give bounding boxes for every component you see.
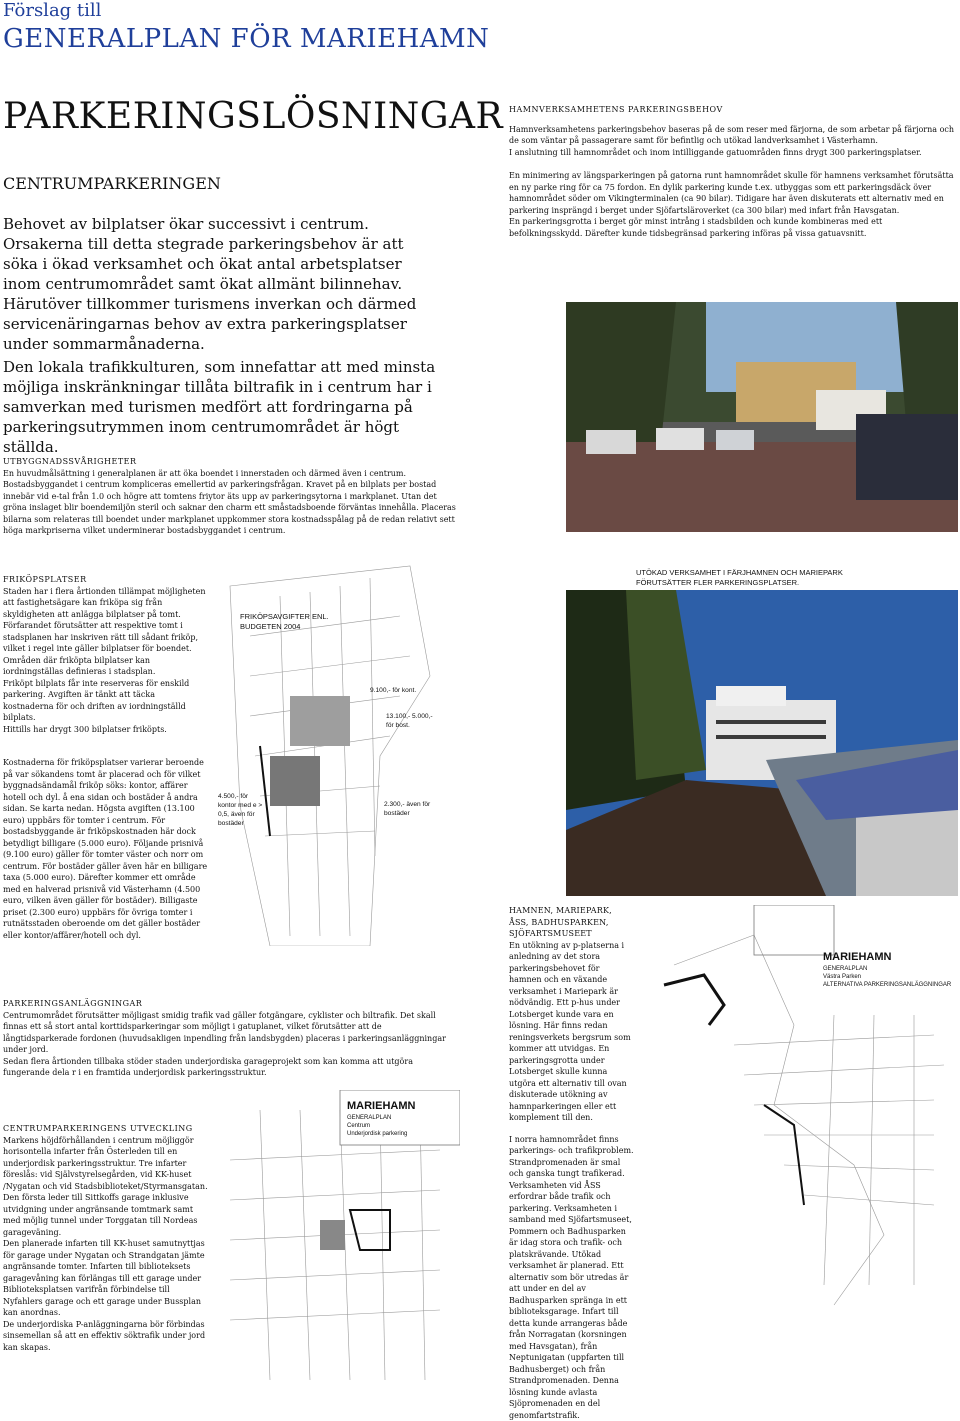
hamn-map-title: MARIEHAMN [823,951,891,963]
header-title: GENERALPLAN FÖR MARIEHAMN [3,24,489,54]
hamn-map-sub3: ALTERNATIVA PARKERINGSANLÄGGNINGAR [823,981,951,989]
utveckling-p3: De underjordiska P-anläggningarna bör förbindas sinsemellan så att en effektiv söktrafik under jord kan skapas. [3,1319,208,1354]
centrum-map-drawing [210,1090,460,1385]
frikop-p3: Hittills har drygt 300 bilplatser friköpts. [3,724,208,736]
hamn-heading: HAMNVERKSAMHETENS PARKERINGSBEHOV [509,104,957,116]
anlagg-block [3,998,458,1079]
utveckling-heading: CENTRUMPARKERINGENS UTVECKLING [3,1123,208,1135]
frikop-heading: FRIKÖPSPLATSER [3,574,208,586]
utveckling-p2: Den planerade infarten till KK-huset samutnyttjas för garage under Nygatan och Strandgatan jämte angränsande tomter. Infarten till biblioteksets garagevåning kan förlängas till ett garage under Biblioteksplatsen varifrån förbindelse till Nyfahlers garage och ett garage under Bussplan kan anordnas. [3,1238,208,1319]
header-kicker: Förslag till [3,0,101,21]
frikop-amount-1: 9.100,- för kont. [370,686,420,695]
utbyggnad-block [3,456,458,537]
utbyggnad-text: En huvudmålsättning i generalplanen är att öka boendet i innerstaden och därmed även i centrum. Bostadsbyggandet i centrum kompliceras emellertid av parkeringsfrågan. Kravet på en bilplats per bostad innebär vid e-tal från 1.0 och högre att tomtens friytor äts upp av parkeringsytorna i markplanet. Utan det gröna inslaget blir boendemiljön steril och saknar den charm ett småstadsboende förväntas innehålla. Placeras bilarna som relateras till boendet under markplanet uppkommer stora kostnadsspålag på de redan relativt sett höga markpriserna vilket underminerar bostadsbyggandet i centrum. [3,468,458,537]
parking-lot-illustration [566,302,958,532]
utokad-caption: UTÖKAD VERKSAMHET I FÄRJHAMNEN OCH MARIEPARK FÖRUTSÄTTER FLER PARKERINGSPLATSER. [636,568,876,588]
anlagg-p1: Centrumområdet förutsätter möjligast smidig trafik vad gäller fotgängare, cyklister och biltrafik. Det skall finnas ett så stort antal korttidsparkeringar som möjligt i gatuplanet, vilket förutsätter att de långtidsparkerade fordonen (huvudsakligen inpendling från landsbygden) placeras i parkeringsanläggningar under jord. [3,1010,458,1056]
hamnen-block [509,905,634,1421]
hamn-block [509,104,957,239]
utbyggnad-heading: UTBYGGNADSSVÅRIGHETER [3,456,458,468]
frikop-map-label: FRIKÖPSAVGIFTER ENL. BUDGETEN 2004 [240,612,340,632]
ferry-illustration [566,590,958,896]
centrum-map-sub2: Centrum [347,1122,407,1130]
frikop-p1: Staden har i flera årtionden tillämpat möjligheten att fastighetsägare kan friköpa sig från skyldigheten att anlägga bilplatser på tomt. Förfarandet förutsätter att respektive tomt i stadsplanen har inskriven rätt till sådant friköp, vilket i regel inte gäller bilplatser för boendet. Områden där friköpta bilplatser kan iordningställas definieras i stadsplan. [3,586,208,678]
frikop-block [3,574,208,941]
hamnen-p1: En utökning av p-platserna i anledning av det stora parkeringsbehovet för hamnen och en växande verksamhet i Mariepark är nödvändig. Ett p-hus under Lotsberget kunde vara en lösning. Här finns redan reningsverkets bergsrum som kommer att utvidgas. En parkeringsgrotta under Lotsberget skulle kunna utgöra ett alternativ till ovan diskuterade utökning av hamnparkeringen eller ett komplement till den. [509,940,634,1124]
frikop-p2: Friköpt bilplats får inte reserveras för enskild parkering. Avgiften är tänkt att täcka kostnaderna för och driften av iordningställd bilplats. [3,678,208,724]
hamn-map-sub2: Västra Parken [823,973,951,981]
hamn-p3: En minimering av längsparkeringen på gatorna runt hamnområdet skulle för hamnens verksamhet förutsätta en ny parke ring för ca 75 fordon. En dylik parkering kunde t.ex. utbyggas som ett parkeringsdäck över hamnområdet söder om Vikingterminalen (ca 90 bilar). Tidigare har även diskuterats ett alternativ med en parkering insprängd i berget under Sjöfartsläroverket (ca 300 bilar) med infart från Havsgatan. [509,170,957,216]
hamn-p2: I anslutning till hamnområdet och inom intilliggande gatuområden finns drygt 300 parkeringsplatser. [509,147,957,159]
anlagg-heading: PARKERINGSANLÄGGNINGAR [3,998,458,1010]
page-title: PARKERINGSLÖSNINGAR [3,96,503,137]
centrum-map [210,1090,460,1385]
photo-ferry-harbour [566,590,958,896]
frikop-amount-3: 4.500,- för kontor med e > 0,5, även för bostäder [218,792,266,828]
frikop-amount-2: 13.100,- 5.000,- för bost. [386,712,436,730]
hamnen-p2: I norra hamnområdet finns parkerings- och trafikproblem. Strandpromenaden är smal och ganska tungt trafikerad. Verksamheten vid ÅSS erfordrar både trafik och parkering. Verksamheten i samband med Sjöfartsmuseet, Pommern och Badhusparken är idag stora och trafik- och platskrävande. Utökad verksamhet är planerad. Ett alternativ som bör utredas är att under en del av Badhusparken spränga in ett biblioteksgarage. Infart till detta kunde arrangeras både från Norragatan (korsningen med Havsgatan), från Neptunigatan (uppfarten till Badhusberget) och från Strandpromenaden. Denna lösning kunde avlasta Sjöpromenaden en del genomfartstrafik. [509,1134,634,1421]
anlagg-p2: Sedan flera årtionden tillbaka stöder staden underjordiska garageprojekt som kan komma att utgöra fungerande dela r i en framtida underjordisk parkeringsstruktur. [3,1056,458,1079]
centrum-map-sub [347,1114,407,1138]
centrum-paragraph-1: Behovet av bilplatser ökar successivt i centrum. Orsakerna till detta stegrade parkeringsbehov är att söka i ökad verksamhet och ökat antal arbetsplatser inom centrumområdet samt ökat allmänt bilinnehav. Härutöver tillkommer turismens inverkan och därmed servicenäringarnas behov av extra parkeringsplatser under sommarmånaderna. [3,214,443,354]
hamnen-heading: HAMNEN, MARIEPARK, ÅSS, BADHUSPARKEN, SJÖFARTSMUSEET [509,905,634,940]
frikop-amount-4: 2.300,- även för bostäder [384,800,434,818]
centrum-map-sub1: GENERALPLAN [347,1114,407,1122]
centrum-paragraph-2: Den lokala trafikkulturen, som innefattar att med minsta möjliga inskränkningar tillåta biltrafik in i centrum har i samverkan med turismen medfört att fordringarna på parkeringsutrymmen inom centrumområdet är högt ställda. [3,357,448,457]
utveckling-block [3,1123,208,1353]
section-heading-centrum: CENTRUMPARKERINGEN [3,174,221,193]
utveckling-p1: Markens höjdförhållanden i centrum möjliggör horisontella infarter från Österleden till en underjordisk parkeringsstruktur. Tre infarter föreslås: vid Självstyrelsegården, vid KK-huset /Nygatan och vid Stadsbiblioteket/Styrmansgatan. Den första leder till Sittkoffs garage inklusive utvidgning under angränsande tomtmark samt med möjlig tunnel under Torggatan till Nordeas garageväning. [3,1135,208,1239]
photo-parking-lot [566,302,958,532]
hamn-map-sub [823,965,951,989]
centrum-map-sub3: Underjordisk parkering [347,1130,407,1138]
hamn-p4: En parkeringsgrotta i berget gör minst intrång i stadsbilden och kunde kombineras med ett befolkningsskydd. Därefter kunde tidsbegränsad parkering införas på vissa gatuavsnitt. [509,216,957,239]
hamn-map-sub1: GENERALPLAN [823,965,951,973]
frikop-p4: Kostnaderna för friköpsplatser varierar beroende på var sökandens tomt är placerad och för vilket byggnadsändamål friköp söks: kontor, affärer hotell och dyl. å ena sidan och bostäder å andra sidan. Se karta nedan. Högsta avgiften (13.100 euro) uppbärs för tomter i centrum. För bostadsbyggande är friköpskostnaden här dock betydligt billigare (5.000 euro). Följande prisnivå (9.100 euro) gäller för tomter väster och norr om centrum. För bostäder gäller även här en billigare taxa (5.000 euro). Därefter kommer ett område med en halverad prisnivå vid Västerhamn (4.500 euro, vilken även gäller för bostäder). Billigaste priset (2.300 euro) uppbärs för övriga tomter i rutnätsstaden oberoende om det gäller bostäder eller kontor/affärer/hotell och dyl. [3,757,208,941]
hamn-p1: Hamnverksamhetens parkeringsbehov baseras på de som reser med färjorna, de som arbetar på färjorna och de som väntar på passagerare samt för befintlig och utökad landverksamhet i Västerhamn. [509,124,957,147]
centrum-map-title: MARIEHAMN [347,1100,415,1112]
